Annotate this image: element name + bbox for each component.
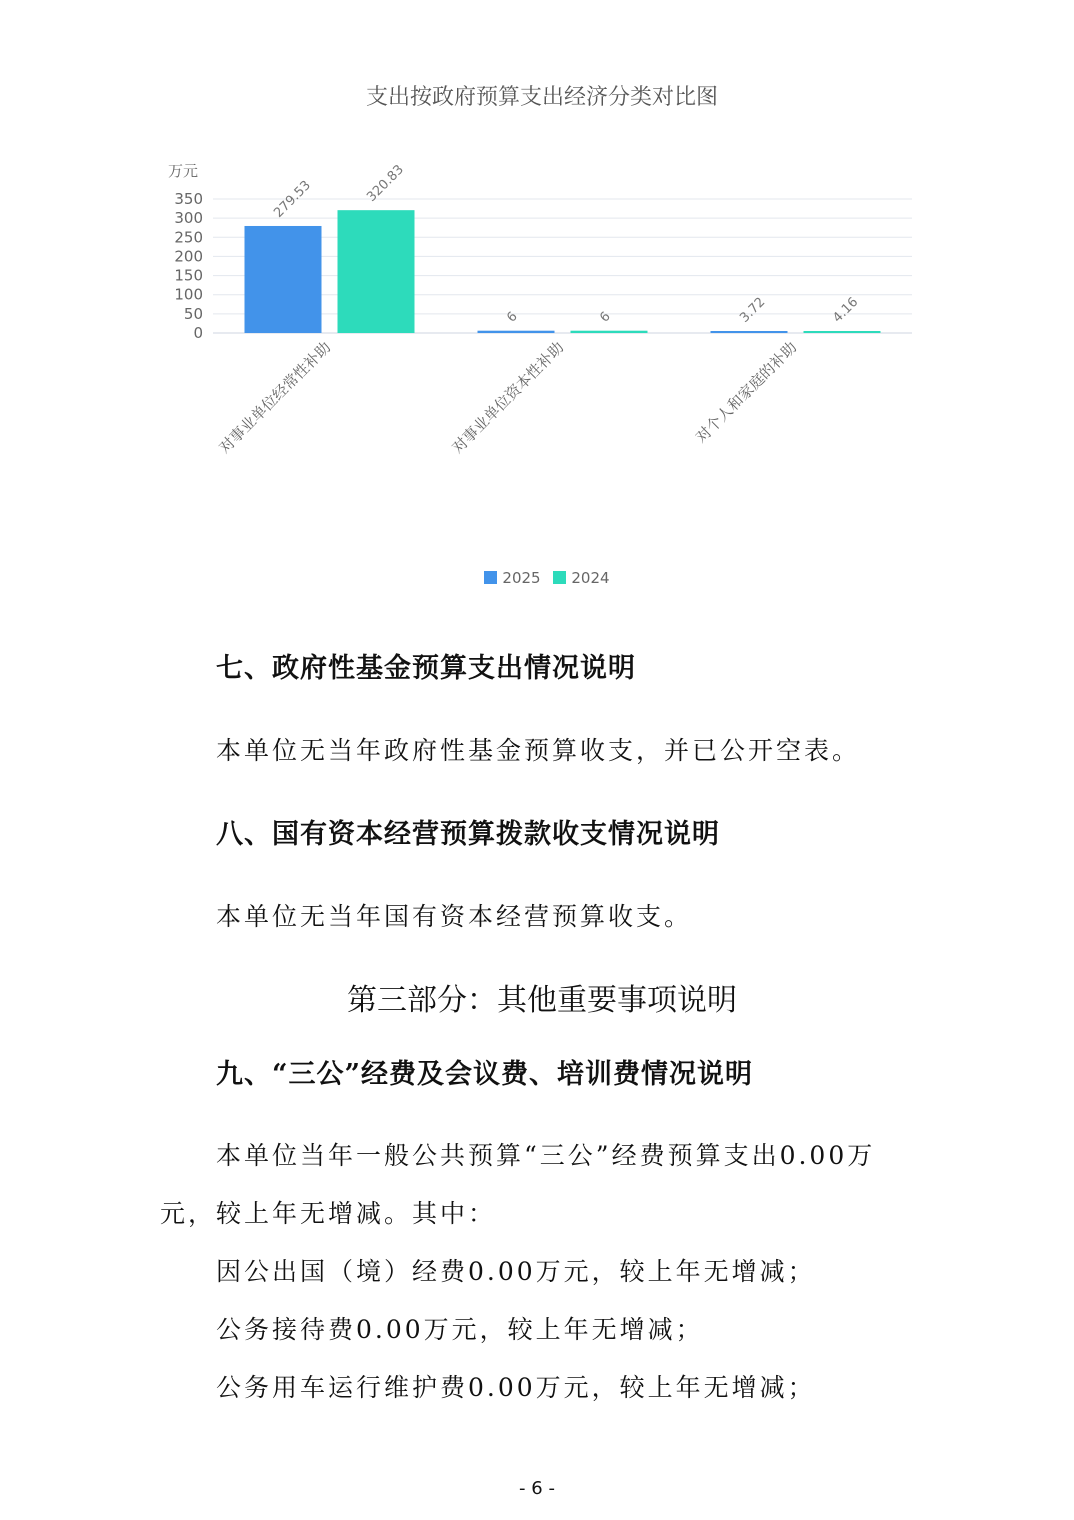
- chart-legend: [0, 569, 1074, 587]
- data-label: 4.16: [830, 294, 862, 326]
- bar-2024-1: [571, 331, 648, 333]
- legend-label-2025: 2025: [502, 569, 541, 587]
- part-3-title: 第三部分：其他重要事项说明: [347, 983, 737, 1018]
- x-category-label: 对个人和家庭的补助: [692, 338, 801, 447]
- y-tick-label: 150: [174, 266, 203, 285]
- data-label: 320.83: [364, 162, 408, 205]
- legend-swatch-2025: [484, 571, 497, 584]
- bar-chart: [0, 0, 1074, 560]
- bar-2025-1: [478, 331, 555, 333]
- y-tick-label: 100: [174, 285, 203, 304]
- data-label: 279.53: [271, 178, 315, 221]
- section-9-item-2: 公务接待费0.00万元，较上年无增减；: [216, 1315, 704, 1344]
- data-label: 3.72: [737, 294, 769, 326]
- y-axis-unit-label: 万元: [168, 162, 199, 180]
- section-9-text-line2: 元，较上年无增减。其中：: [160, 1199, 497, 1228]
- chart-title: 支出按政府预算支出经济分类对比图: [365, 85, 718, 110]
- bar-2025-2: [711, 331, 788, 333]
- section-9-text-line1: 本单位当年一般公共预算“三公”经费预算支出0.00万: [216, 1141, 876, 1170]
- y-tick-label: 0: [193, 324, 203, 342]
- x-category-label: 对事业单位资本性补助: [448, 338, 568, 457]
- bar-2024-0: [338, 210, 415, 333]
- y-tick-label: 350: [174, 190, 203, 208]
- section-8-text: 本单位无当年国有资本经营预算收支。: [216, 902, 693, 931]
- section-7-text: 本单位无当年政府性基金预算收支，并已公开空表。: [216, 736, 861, 765]
- y-tick-label: 300: [174, 209, 203, 228]
- section-9-item-3: 公务用车运行维护费0.00万元，较上年无增减；: [216, 1373, 816, 1402]
- section-7-heading: 七、政府性基金预算支出情况说明: [216, 653, 636, 684]
- bar-2024-2: [804, 331, 881, 333]
- y-tick-label: 200: [174, 247, 203, 266]
- legend-swatch-2024: [553, 571, 566, 584]
- section-8-heading: 八、国有资本经营预算拨款收支情况说明: [216, 819, 720, 850]
- data-label: 6: [597, 309, 614, 326]
- legend-label-2024: 2024: [571, 569, 610, 587]
- legend-item-2024[interactable]: [553, 569, 609, 587]
- chart-area: [0, 0, 1074, 610]
- y-tick-label: 250: [174, 228, 203, 247]
- section-9-heading: 九、“三公”经费及会议费、培训费情况说明: [216, 1059, 754, 1090]
- data-label: 6: [504, 309, 521, 326]
- x-category-label: 对事业单位经常性补助: [215, 338, 335, 457]
- y-tick-label: 50: [183, 304, 203, 323]
- page-number: - 6 -: [519, 1478, 555, 1499]
- bar-2025-0: [245, 226, 322, 333]
- legend-item-2025[interactable]: [484, 569, 540, 587]
- section-9-item-1: 因公出国（境）经费0.00万元，较上年无增减；: [216, 1257, 816, 1286]
